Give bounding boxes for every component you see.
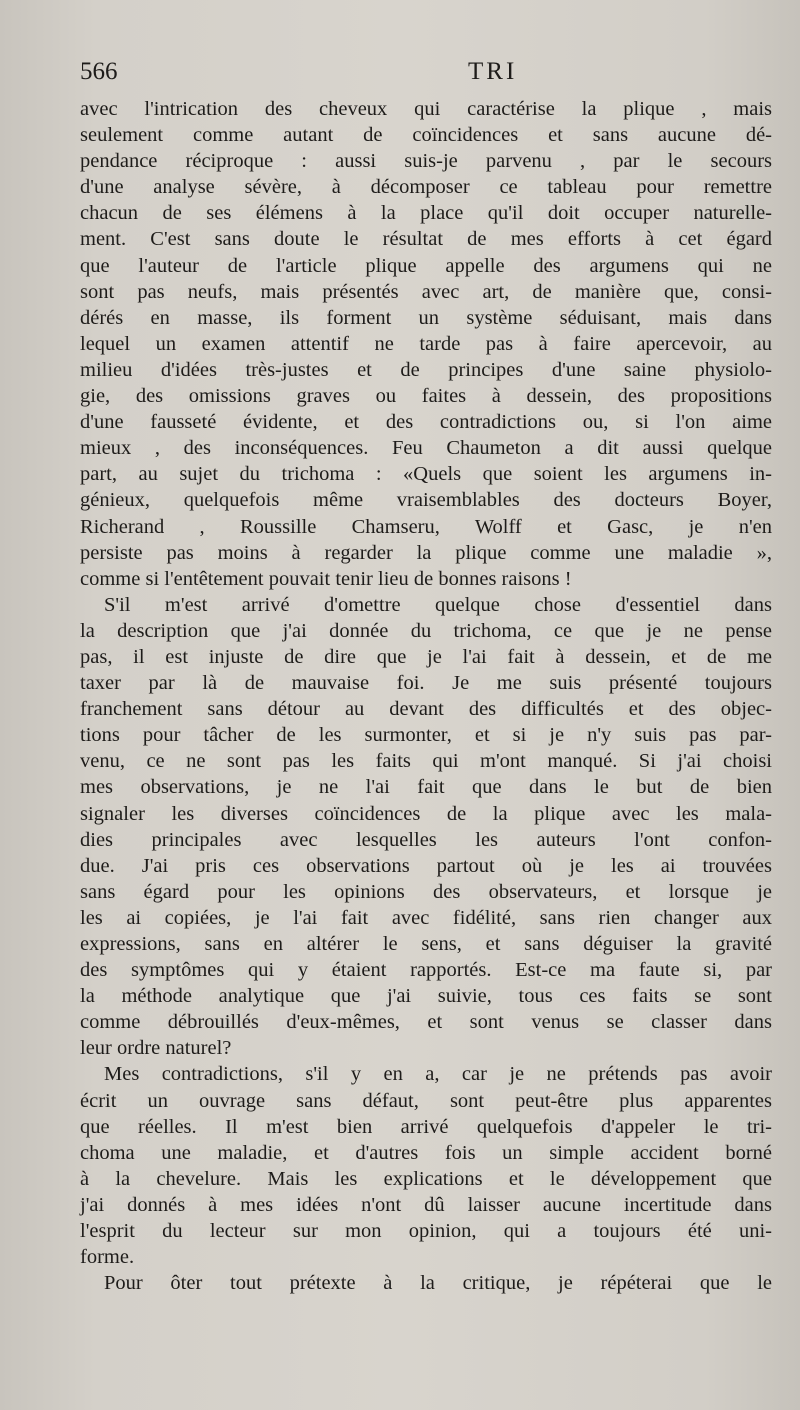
text-line: dies principales avec lesquelles les auteurs l'ont confon- [80, 828, 772, 851]
text-line: la description que j'ai donnée du trichoma, ce que je ne pense [80, 619, 772, 642]
text-line: pas, il est injuste de dire que je l'ai fait à dessein, et de me [80, 645, 772, 668]
text-line: comme si l'entêtement pouvait tenir lieu de bonnes raisons ! [80, 567, 572, 590]
page-number: 566 [80, 58, 118, 85]
text-line: pendance réciproque : aussi suis-je parvenu , par le secours [80, 150, 772, 173]
text-line: des symptômes qui y étaient rapportés. Est-ce ma faute si, par [80, 959, 772, 982]
text-line: part, au sujet du trichoma : «Quels que soient les argumens in- [80, 463, 772, 486]
page-header [80, 58, 770, 92]
text-line: d'une analyse sévère, à décomposer ce tableau pour remettre [80, 176, 772, 199]
text-line: sont pas neufs, mais présentés avec art, de manière que, consi- [80, 280, 772, 303]
text-line: expressions, sans en altérer le sens, et sans déguiser la gravité [80, 933, 772, 955]
text-line: Pour ôter tout prétexte à la critique, je répéterai que le [104, 1272, 772, 1295]
text-line: lequel un examen attentif ne tarde pas à faire apercevoir, au [80, 332, 772, 355]
text-line: venu, ce ne sont pas les faits qui m'ont manqué. Si j'ai choisi [80, 750, 772, 773]
text-line: franchement sans détour au devant des difficultés et des objec- [80, 698, 772, 721]
text-line: écrit un ouvrage sans défaut, sont peut-être plus apparentes [80, 1089, 772, 1112]
text-line: sans égard pour les opinions des observateurs, et lorsque je [80, 880, 772, 903]
text-line: forme. [80, 1246, 135, 1269]
text-line: j'ai donnés à mes idées n'ont dû laisser aucune incertitude dans [80, 1193, 772, 1216]
text-line: Richerand , Roussille Chamseru, Wolff et Gasc, je n'en [80, 515, 772, 538]
text-line: mieux , des inconséquences. Feu Chaumeton a dit aussi quelque [80, 437, 772, 460]
text-line: comme débrouillés d'eux-mêmes, et sont venus se classer dans [80, 1011, 772, 1034]
text-line: tions pour tâcher de les surmonter, et si je n'y suis pas par- [80, 724, 772, 747]
text-line: mes observations, je ne l'ai fait que dans le but de bien [80, 776, 772, 799]
text-line: signaler les diverses coïncidences de la plique avec les mala- [80, 802, 772, 825]
text-line: la méthode analytique que j'ai suivie, tous ces faits se sont [80, 985, 772, 1008]
text-line: ment. C'est sans doute le résultat de mes efforts à cet égard [80, 228, 772, 251]
text-line: persiste pas moins à regarder la plique comme une maladie », [80, 541, 772, 564]
text-line: chacun de ses élémens à la place qu'il doit occuper naturelle- [80, 202, 772, 225]
text-line: avec l'intrication des cheveux qui caractérise la plique , mais [80, 98, 772, 120]
text-line: choma une maladie, et d'autres fois un simple accident borné [80, 1141, 772, 1164]
running-head: TRI [468, 58, 518, 85]
text-line: dérés en masse, ils forment un système séduisant, mais dans [80, 306, 772, 329]
text-line: gie, des omissions graves ou faites à dessein, des propositions [80, 385, 772, 408]
text-line: taxer par là de mauvaise foi. Je me suis présenté toujours [80, 672, 772, 695]
text-line: leur ordre naturel? [80, 1037, 232, 1060]
text-line: génieux, quelquefois même vraisemblables des docteurs Boyer, [80, 489, 772, 512]
text-line: que l'auteur de l'article plique appelle des argumens qui ne [80, 254, 772, 277]
text-line: l'esprit du lecteur sur mon opinion, qui a toujours été uni- [80, 1220, 772, 1243]
text-line: seulement comme autant de coïncidences et sans aucune dé- [80, 124, 772, 147]
text-line: due. J'ai pris ces observations partout où je les ai trouvées [80, 854, 772, 877]
text-line: S'il m'est arrivé d'omettre quelque chose d'essentiel dans [104, 593, 772, 616]
text-line: milieu d'idées très-justes et de principes d'une saine physiolo- [80, 358, 772, 381]
text-line: Mes contradictions, s'il y en a, car je ne prétends pas avoir [104, 1063, 772, 1086]
text-line: à la chevelure. Mais les explications et le développement que [80, 1167, 772, 1190]
text-line: que réelles. Il m'est bien arrivé quelquefois d'appeler le tri- [80, 1115, 772, 1138]
body-text [80, 96, 772, 1296]
text-line: les ai copiées, je l'ai fait avec fidélité, sans rien changer aux [80, 906, 772, 929]
text-line: d'une fausseté évidente, et des contradictions ou, si l'on aime [80, 411, 772, 434]
